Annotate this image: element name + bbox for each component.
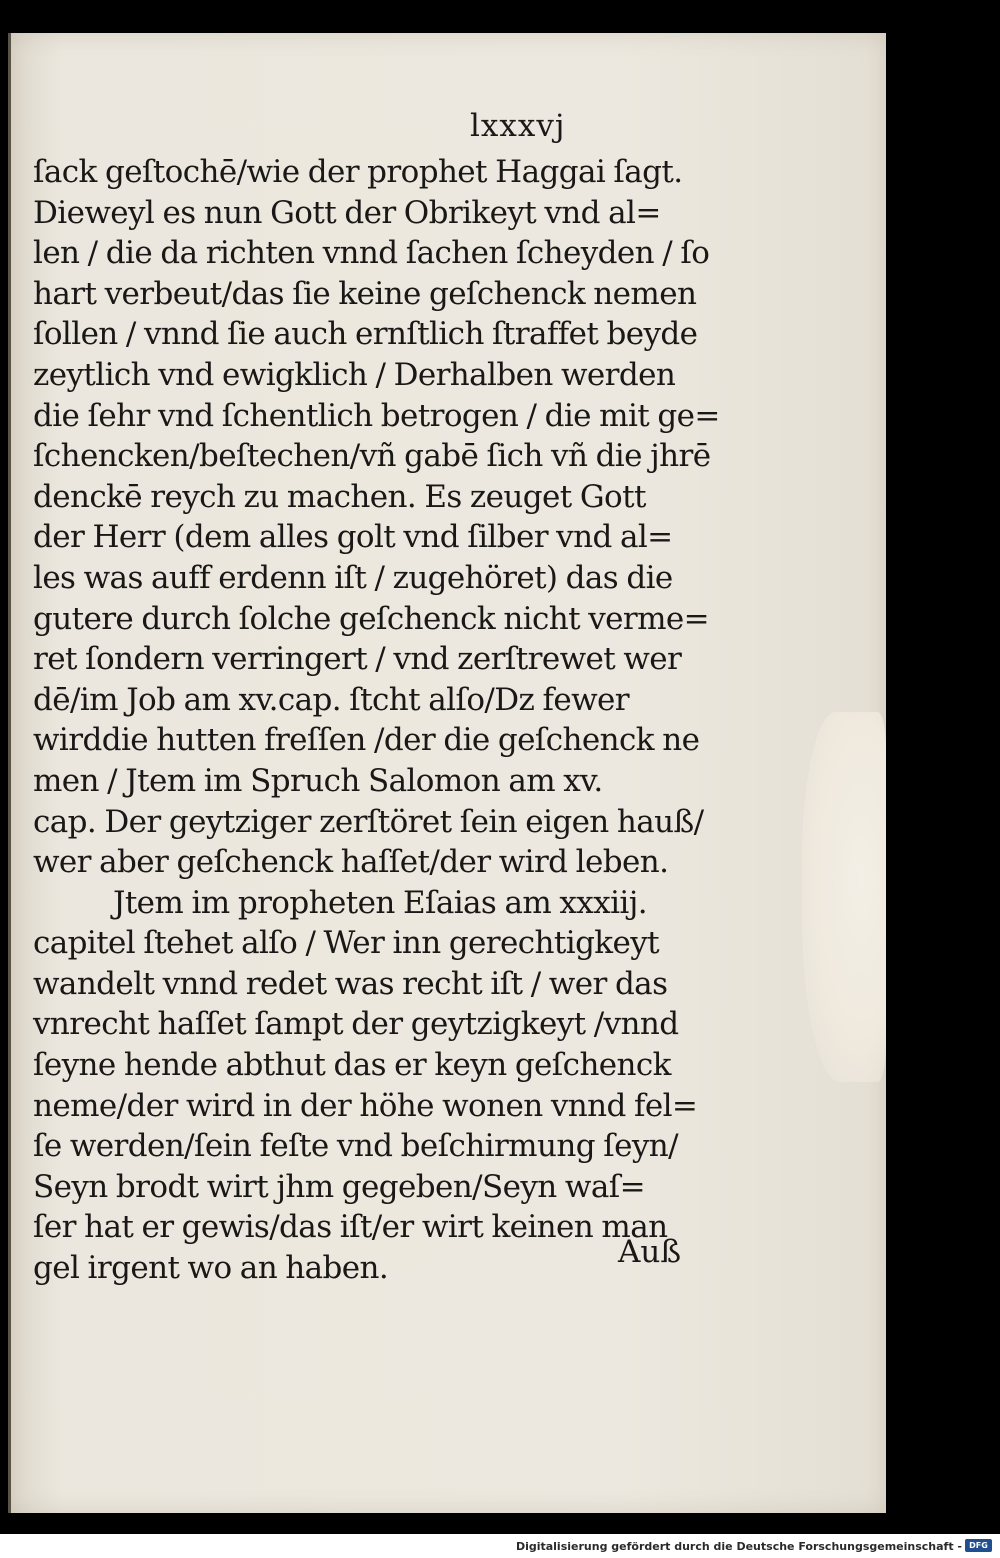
text-line: capitel ſtehet alſo / Wer inn gerechtigkeyt: [33, 925, 660, 962]
text-line: ſe werden/ſein feſte vnd beſchirmung ſeyn/: [33, 1128, 678, 1165]
text-line: gutere durch ſolche geſchenck nicht verme=: [33, 600, 710, 637]
text-line: gel irgent wo an haben.: [33, 1250, 389, 1287]
dfg-logo[interactable]: DFG: [965, 1539, 992, 1552]
text-line: wirddie hutten freſſen /der die geſchenck ne: [33, 722, 700, 759]
text-line: ſeyne hende abthut das er keyn geſchenck: [33, 1047, 671, 1084]
text-line: ſack geſtochē/wie der prophet Haggai ſagt.: [33, 154, 683, 190]
text-line: les was auff erdenn iſt / zugehöret) das die: [33, 559, 673, 596]
text-line: neme/der wird in der höhe wonen vnnd fel=: [33, 1087, 698, 1124]
page-text-block: [33, 152, 720, 1289]
text-line: vnrecht haſſet ſampt der geytzigkeyt /vnnd: [33, 1006, 679, 1043]
paper-damage-stain: [802, 712, 886, 1082]
text-line: die ſehr vnd ſchentlich betrogen / die mit ge=: [33, 397, 720, 434]
folio-number: lxxxvj: [470, 108, 566, 144]
footer-bar: [0, 1534, 1000, 1558]
text-line: cap. Der geytziger zerſtöret ſein eigen hauß/: [33, 803, 704, 840]
text-line: hart verbeut/das ſie keine geſchenck nemen: [33, 275, 697, 312]
funding-credit: Digitalisierung gefördert durch die Deutsche Forschungsgemeinschaft -: [515, 1540, 962, 1553]
paragraph-start-line: Jtem im propheten Eſaias am xxxiij.: [113, 884, 647, 921]
text-line: wer aber geſchenck haſſet/der wird leben.: [33, 844, 669, 881]
text-line: len / die da richten vnnd ſachen ſcheyden / ſo: [33, 235, 710, 272]
text-line: dē/im Job am xv.cap. ſtcht alſo/Dz fewer: [33, 681, 629, 718]
text-line: Dieweyl es nun Gott der Obrikeyt vnd al=: [33, 194, 661, 231]
text-line: zeytlich vnd ewigklich / Derhalben werden: [33, 356, 676, 393]
text-line: ret ſondern verringert / vnd zerſtrewet wer: [33, 641, 682, 678]
text-line: ſollen / vnnd ſie auch ernſtlich ſtraffet beyde: [33, 316, 698, 353]
page-edge: [8, 33, 11, 1513]
text-line: wandelt vnnd redet was recht iſt / wer das: [33, 965, 668, 1002]
text-line: ſer hat er gewis/das iſt/er wirt keinen man: [33, 1209, 668, 1246]
catchword: Auß: [618, 1234, 682, 1270]
text-line: ſchencken/beſtechen/vñ gabē ſich vñ die jhrē: [33, 438, 711, 475]
text-line: denckē reych zu machen. Es zeuget Gott: [33, 478, 646, 515]
text-line: Seyn brodt wirt jhm gegeben/Seyn waſ=: [33, 1168, 645, 1205]
text-line: der Herr (dem alles golt vnd ſilber vnd al=: [33, 519, 673, 556]
text-line: men / Jtem im Spruch Salomon am xv.: [33, 762, 603, 799]
